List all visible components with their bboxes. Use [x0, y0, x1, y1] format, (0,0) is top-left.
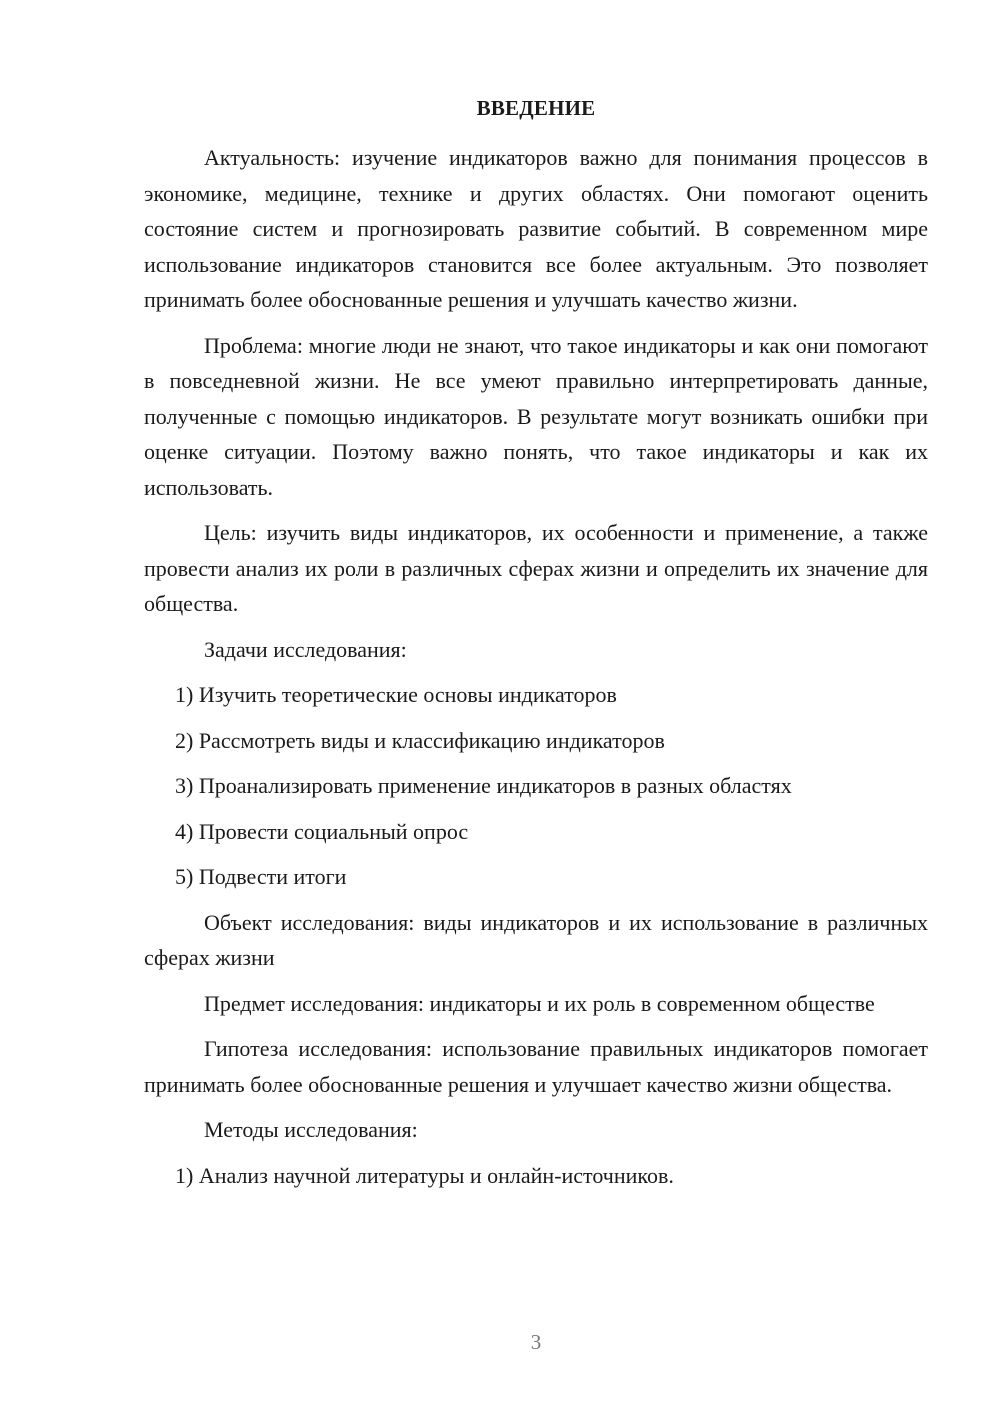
paragraph-hypothesis: Гипотеза исследования: использование правильных индикаторов помогает принимать более обоснованные решения и улучшает качество жизни общества. [144, 1036, 928, 1097]
document-body [144, 140, 928, 1203]
task-item: 5) Подвести итоги [175, 864, 347, 889]
methods-heading: Методы исследования: [204, 1117, 418, 1142]
tasks-heading: Задачи исследования: [204, 636, 407, 662]
task-item: 2) Рассмотреть виды и классификацию индикаторов [175, 727, 665, 753]
paragraph-goal: Цель: изучить виды индикаторов, их особенности и применение, а также провести анализ их роли в различных сферах жизни и определить их значение для общества. [144, 520, 928, 616]
paragraph-object: Объект исследования: виды индикаторов и их использование в различных сферах жизни [144, 909, 928, 970]
task-item: 3) Проанализировать применение индикаторов в разных областях [175, 773, 792, 798]
method-item: 1) Анализ научной литературы и онлайн-источников. [175, 1162, 674, 1188]
paragraph-relevance: Актуальность: изучение индикаторов важно для понимания процессов в экономике, медицине, технике и других областях. Они помогают оценить состояние систем и прогнозировать развитие событий. В современном мире использование индикаторов становится все более актуальным. Это позволяет принимать более обоснованные решения и улучшать качество жизни. [144, 145, 928, 312]
paragraph-problem: Проблема: многие люди не знают, что такое индикаторы и как они помогают в повседневной жизни. Не все умеют правильно интерпретировать данные, полученные с помощью индикаторов. В результате могут возникать ошибки при оценке ситуации. Поэтому важно понять, что такое индикаторы и как их использовать. [144, 332, 928, 500]
page-number: 3 [530, 1330, 542, 1354]
page-title: ВВЕДЕНИЕ [476, 96, 596, 120]
task-item: 1) Изучить теоретические основы индикаторов [175, 682, 617, 707]
task-item: 4) Провести социальный опрос [175, 818, 469, 844]
paragraph-subject: Предмет исследования: индикаторы и их роль в современном обществе [204, 990, 875, 1016]
